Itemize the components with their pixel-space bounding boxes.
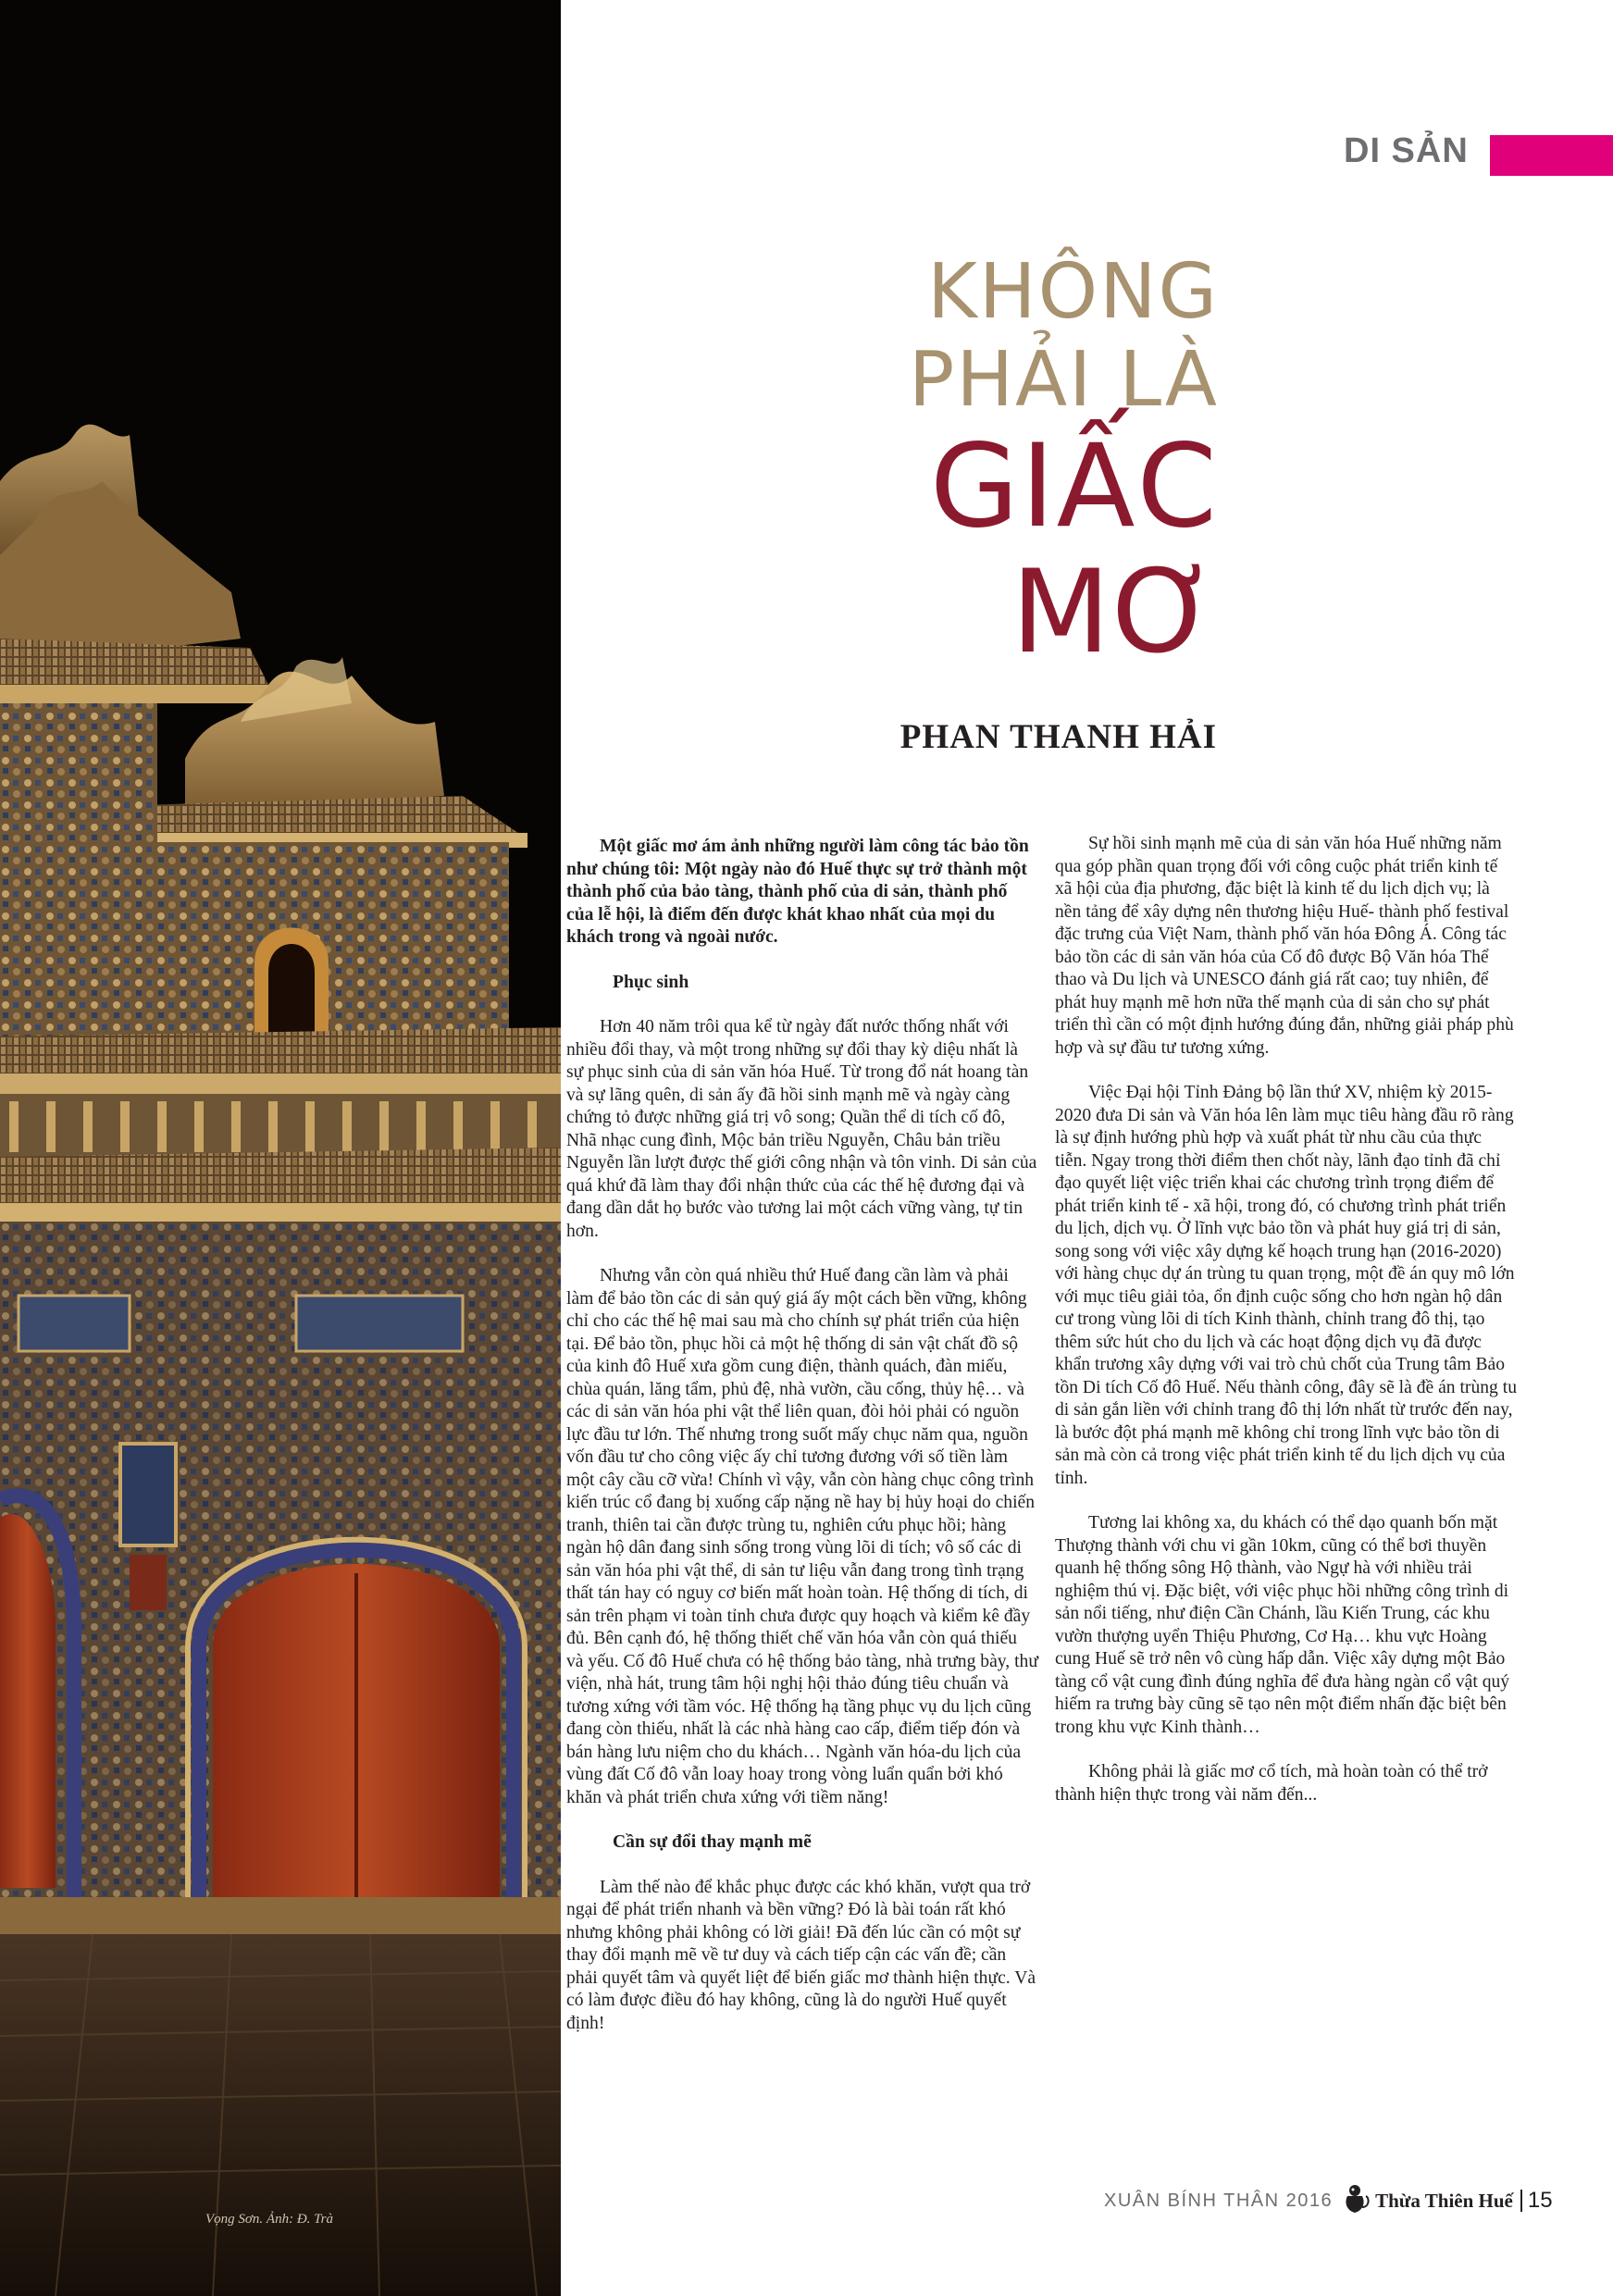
article-paragraph: Hơn 40 năm trôi qua kể từ ngày đất nước thống nhất với nhiều đổi thay, và một trong những sự đổi thay kỳ diệu nhất là sự phục sinh của di sản văn hóa Huế. Từ trong đổ nát hoang tàn và sự lãng quên, di sản ấy đã hồi sinh mạnh mẽ và ngày càng chứng tỏ được những giá trị vô song; Quần thể di tích cố đô, Nhã nhạc cung đình, Mộc bản triều Nguyễn, Châu bản triều Nguyễn lần lượt được thế giới công nhận và tôn vinh. Di sản của quá khứ đã làm thay đổi nhận thức của các thế hệ đương đại và đang dần dắt họ bước vào tương lai một cách vững vàng, tự tin hơn. bbox=[566, 1017, 1037, 1241]
article-paragraph: Sự hồi sinh mạnh mẽ của di sản văn hóa Huế những năm qua góp phần quan trọng đối với công cuộc phát triển kinh tế xã hội của địa phương, đặc biệt là kinh tế du lịch dịch vụ; là nền tảng để xây dựng nên thương hiệu Huế- thành phố festival đặc trưng của Việt Nam, thành phố văn hóa Đông Á. Công tác bảo tồn các di sản văn hóa của Cố đô được Bộ Văn hóa Thể thao và Du lịch và UNESCO đánh giá rất cao; tuy nhiên, để phát huy mạnh mẽ hơn nữa thế mạnh của di sản cho sự phát triển thì cần có một định hướng đúng đắn, những giải pháp phù hợp và sự đầu tư tương xứng. bbox=[1055, 834, 1514, 1058]
headline-line-4: MƠ bbox=[1011, 546, 1219, 679]
page-number: 15 bbox=[1527, 2188, 1553, 2213]
headline bbox=[908, 248, 1219, 679]
article-paragraph: Làm thế nào để khắc phục được các khó khăn, vượt qua trở ngại để phát triển nhanh và bền vững? Đó là bài toán rất khó nhưng không phải không có lời giải! Đã đến lúc cần có một sự thay đổi mạnh mẽ về tư duy và cách tiếp cận các vấn đề; cần phải quyết tâm và quyết liệt để biến giấc mơ thành hiện thực. Và có làm được điều đó hay không, cũng là do người Huế quyết định! bbox=[566, 1877, 1036, 2033]
article-column-left bbox=[566, 836, 1038, 2035]
gate-illustration bbox=[0, 0, 561, 2296]
article-column-right bbox=[1055, 833, 1518, 1806]
magazine-brand: Thừa Thiên Huế bbox=[1375, 2189, 1513, 2212]
photo-caption: Vọng Sơn. Ảnh: Đ. Trà bbox=[205, 2212, 334, 2227]
page-footer bbox=[1104, 2182, 1553, 2219]
article-paragraph: Nhưng vẫn còn quá nhiều thứ Huế đang cần làm và phải làm để bảo tồn các di sản quý giá ấy một cách bền vững, không chỉ cho các thế hệ mai sau mà cho chính sự phát triển của hiện tại. Để bảo tồn, phục hồi cả một hệ thống di sản vật chất đồ sộ của kinh đô Huế xưa gồm cung điện, thành quách, đàn miếu, chùa quán, lăng tẩm, phủ đệ, nhà vườn, cầu cống, thủy hệ… và các di sản văn hóa phi vật thể liên quan, đòi hỏi phải có nguồn lực đầu tư lớn. Thế nhưng trong suốt mấy chục năm qua, nguồn vốn đầu tư cho công việc ấy chỉ tương đương với số tiền làm một cây cầu cỡ vừa! Chính vì vậy, vẫn còn hàng chục công trình kiến trúc cổ đang bị xuống cấp nặng nề hay bị hủy hoại do chiến tranh, thiên tai cần được trùng tu, nghiên cứu phục hồi; hàng ngàn hộ dân đang sinh sống trong vùng lõi di tích; vô số các di sản văn hóa phi vật thể, di sản tư liệu vẫn đang trong tình trạng thất tán hay có nguy cơ biến mất hoàn toàn. Hệ thống di tích, di sản trên phạm vi toàn tỉnh chưa được quy hoạch và kiểm kê đầy đủ. Bên cạnh đó, hệ thống thiết chế văn hóa vẫn còn quá thiếu và yếu. Cố đô Huế chưa có hệ thống bảo tàng, nhà trưng bày, thư viện, nhà hát, trung tâm hội nghị hội thảo đúng tiêu chuẩn và tương xứng với tầm vóc. Hệ thống hạ tầng phục vụ du lịch cũng đang còn thiếu, nhất là các nhà hàng cao cấp, điểm tiếp đón và bán hàng lưu niệm cho du khách… Ngành văn hóa-du lịch của vùng đất Cố đô vẫn loay hoay trong vòng luẩn quẩn bởi khó khăn và phát triển chưa xứng với tiềm năng! bbox=[566, 1266, 1038, 1807]
section-label: DI SẢN bbox=[1344, 131, 1469, 170]
issue-label: XUÂN BÍNH THÂN 2016 bbox=[1104, 2190, 1334, 2211]
article-closing: Không phải là giấc mơ cổ tích, mà hoàn toàn có thể trở thành hiện thực trong vài năm đến... bbox=[1055, 1762, 1488, 1805]
subheading-phuc-sinh: Phục sinh bbox=[613, 972, 689, 992]
footer-divider bbox=[1520, 2190, 1522, 2212]
section-color-bar bbox=[1490, 135, 1613, 176]
headline-line-2: PHẢI LÀ bbox=[908, 336, 1219, 424]
author-byline: PHAN THANH HẢI bbox=[900, 718, 1217, 756]
article-paragraph: Tương lai không xa, du khách có thể dạo quanh bốn mặt Thượng thành với chu vi gần 10km, cũng có thể bơi thuyền quanh hệ thống sông Hộ thành, vào Ngự hà với nhiều trải nghiệm thú vị. Đặc biệt, với việc phục hồi những công trình di sản nổi tiếng, như điện Cần Chánh, lầu Kiến Trung, các khu vườn thượng uyển Thiệu Phương, Cơ Hạ… khu vực Hoàng cung Huế sẽ trở nên vô cùng hấp dẫn. Việc xây dựng một Bảo tàng cổ vật cung đình đúng nghĩa để đưa hàng ngàn cổ vật quý hiếm ra trưng bày cũng sẽ tạo nên một điểm nhấn đặc biệt bên trong khu vực Kinh thành… bbox=[1055, 1513, 1510, 1737]
subheading-doi-thay: Cần sự đổi thay mạnh mẽ bbox=[613, 1832, 812, 1852]
headline-line-3: GIẤC bbox=[929, 420, 1219, 553]
headline-line-1: KHÔNG bbox=[927, 248, 1219, 336]
gate-photo bbox=[0, 0, 561, 2296]
article-lead: Một giấc mơ ám ảnh những người làm công tác bảo tồn như chúng tôi: Một ngày nào đó Huế thực sự trở thành một thành phố của bảo tàng, thành phố của di sản, thành phố của lễ hội, là điểm đến được khát khao nhất của mọi du khách trong và ngoài nước. bbox=[566, 837, 1029, 947]
monkey-logo-icon bbox=[1342, 2183, 1370, 2219]
article-paragraph: Việc Đại hội Tỉnh Đảng bộ lần thứ XV, nhiệm kỳ 2015-2020 đưa Di sản và Văn hóa lên làm mục tiêu hàng đầu rõ ràng là sự định hướng phù hợp và xuất phát từ nhu cầu của thực tiễn. Ngay trong thời điểm then chốt này, lãnh đạo tỉnh đã chỉ đạo quyết liệt việc triển khai các chương trình trọng điểm để phát triển kinh tế - xã hội, trong đó, có chương trình phát triển du lịch, dịch vụ. Ở lĩnh vực bảo tồn và phát huy giá trị di sản, song song với việc xây dựng kế hoạch trung hạn (2016-2020) với hàng chục dự án trùng tu quan trọng, một đề án quy mô lớn với mục tiêu giải tỏa, ổn định cuộc sống cho hơn ngàn hộ dân cư trong vùng lõi di tích Kinh thành, chỉnh trang đô thị, tạo thêm sức hút cho du lịch và các hoạt động dịch vụ đã được khẩn trương xây dựng với vai trò chủ chốt của Trung tâm Bảo tồn Di tích Cố đô Huế. Nếu thành công, đây sẽ là đề án trùng tu di sản gắn liền với chỉnh trang đô thị lớn nhất từ trước đến nay, là bước đột phá mạnh mẽ không chỉ trong lĩnh vực bảo tồn di sản mà còn cả trong việc phát triển kinh tế du lịch dịch vụ của tỉnh. bbox=[1055, 1083, 1517, 1488]
